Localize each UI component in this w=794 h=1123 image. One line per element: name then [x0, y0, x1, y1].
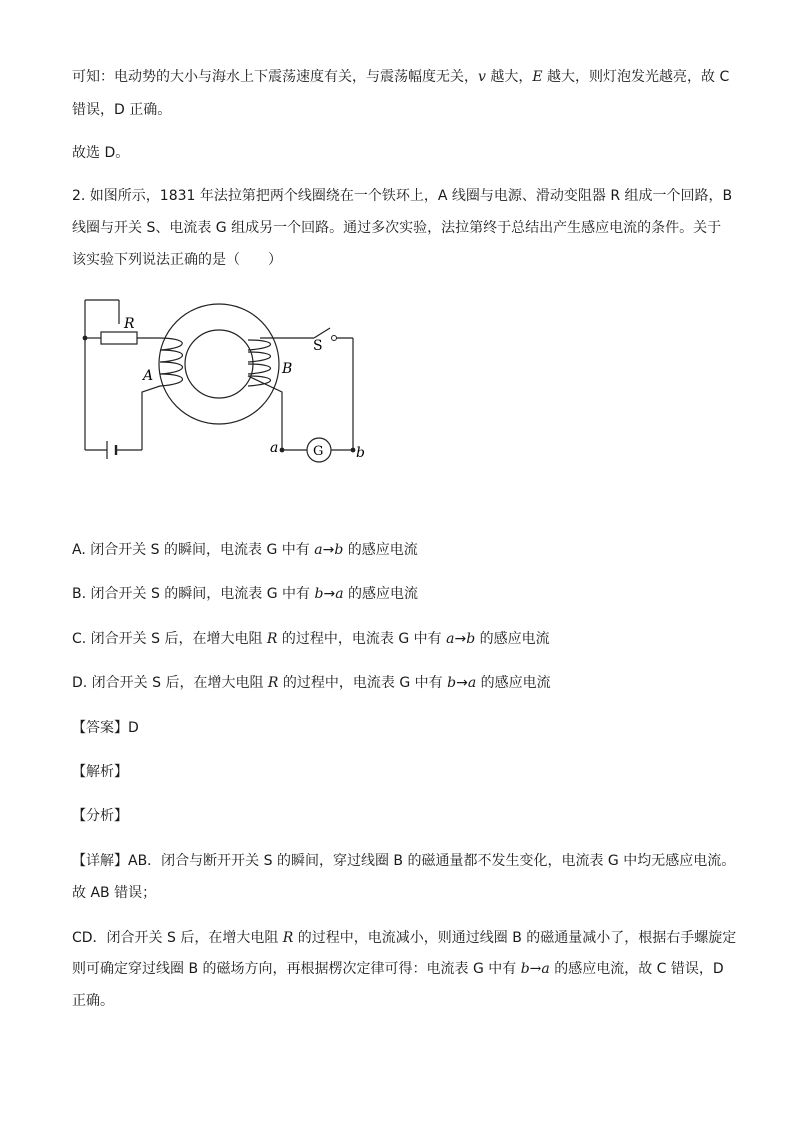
label-b: b [356, 445, 365, 461]
var-to: a [467, 675, 477, 691]
arrow: → [456, 675, 468, 691]
label-R: R [124, 316, 135, 332]
option-C[interactable] [72, 630, 550, 648]
detail-cd-line-1 [72, 929, 736, 947]
intro-text: 越大，则灯泡发光越亮，故 C [542, 69, 730, 85]
intro-line-1 [72, 68, 729, 86]
option-text: 的感应电流 [343, 542, 418, 558]
iron-ring-inner [185, 330, 253, 398]
answer-label: 【答案】 [72, 720, 128, 736]
arrow: → [322, 542, 335, 558]
option-B[interactable] [72, 585, 418, 603]
switch-blade [314, 328, 330, 338]
answer-line [72, 719, 139, 737]
var-R: R [267, 675, 279, 691]
var-R: R [266, 631, 278, 647]
intro-text: 可知：电动势的大小与海水上下震荡速度有关，与震荡幅度无关， [72, 69, 478, 85]
option-text: A. 闭合开关 S 的瞬间，电流表 G 中有 [72, 542, 315, 558]
answer-value: D [128, 720, 139, 736]
rheostat-body [101, 332, 137, 344]
label-B: B [282, 361, 293, 377]
option-text: 的过程中，电流表 G 中有 [277, 631, 447, 647]
var-to: b [334, 542, 344, 558]
detail-text: 的感应电流，故 C 错误，D [549, 961, 724, 977]
arrow: → [454, 631, 467, 647]
intro-line-2: 错误，D 正确。 [72, 102, 172, 118]
label-S: S [313, 338, 323, 354]
detail-cd-line-3: 正确。 [72, 993, 114, 1009]
label-a: a [270, 440, 279, 456]
var-E: E [532, 69, 543, 85]
option-text: 的感应电流 [343, 586, 419, 602]
detail-text: 的过程中，电流减小，则通过线圈 B 的磁通量减小了，根据右手螺旋定 [293, 930, 737, 946]
coil-B [248, 338, 282, 450]
option-text: 的感应电流 [476, 675, 551, 691]
junction-a [280, 448, 285, 453]
analysis-label: 【解析】 [72, 764, 128, 780]
arrow: → [323, 586, 336, 602]
var-from: a [314, 542, 323, 558]
var-R: R [282, 930, 294, 946]
circuit-diagram [60, 290, 380, 480]
detail-line-2: 故 AB 错误； [72, 885, 157, 901]
switch-contact [332, 336, 337, 341]
coil-A [142, 338, 183, 450]
detail-text: 则可确定穿过线圈 B 的磁场方向，再根据楞次定律可得：电流表 G 中有 [72, 961, 521, 977]
detail-line-1: 【详解】AB．闭合与断开开关 S 的瞬间，穿过线圈 B 的磁通量都不发生变化，电流表 G 中均无感应电流。 [72, 853, 736, 869]
intro-choose: 故选 D。 [72, 145, 130, 161]
option-A[interactable] [72, 541, 418, 559]
option-text: C. 闭合开关 S 后，在增大电阻 [72, 631, 267, 647]
junction-dot [83, 336, 88, 341]
var-from: b [314, 586, 324, 602]
var-to: b [466, 631, 476, 647]
option-text: B. 闭合开关 S 的瞬间，电流表 G 中有 [72, 586, 315, 602]
label-G: G [313, 444, 324, 459]
question-line-2: 线圈与开关 S、电流表 G 组成另一个回路。通过多次实验，法拉第终于总结出产生感应电流的条件。关于 [72, 220, 722, 236]
var-from: b [447, 675, 457, 691]
fenxi-label: 【分析】 [72, 808, 128, 824]
var-v: v [478, 69, 486, 85]
label-A: A [143, 368, 154, 384]
detail-text: CD．闭合开关 S 后，在增大电阻 [72, 930, 283, 946]
option-text: 的感应电流 [475, 631, 550, 647]
var-b-to-a: b→a [520, 961, 550, 977]
option-text: 的过程中，电流表 G 中有 [278, 675, 448, 691]
intro-text: 越大， [485, 69, 533, 85]
detail-cd-line-2 [72, 960, 724, 978]
question-line-1: 2. 如图所示，1831 年法拉第把两个线圈绕在一个铁环上，A 线圈与电源、滑动变阻器 R 组成一个回路，B [72, 188, 733, 204]
var-to: a [335, 586, 344, 602]
question-line-3: 该实验下列说法正确的是（ ） [72, 252, 282, 268]
option-text: D. 闭合开关 S 后，在增大电阻 [72, 675, 268, 691]
option-D[interactable] [72, 674, 551, 692]
var-from: a [446, 631, 455, 647]
junction-b [351, 448, 356, 453]
